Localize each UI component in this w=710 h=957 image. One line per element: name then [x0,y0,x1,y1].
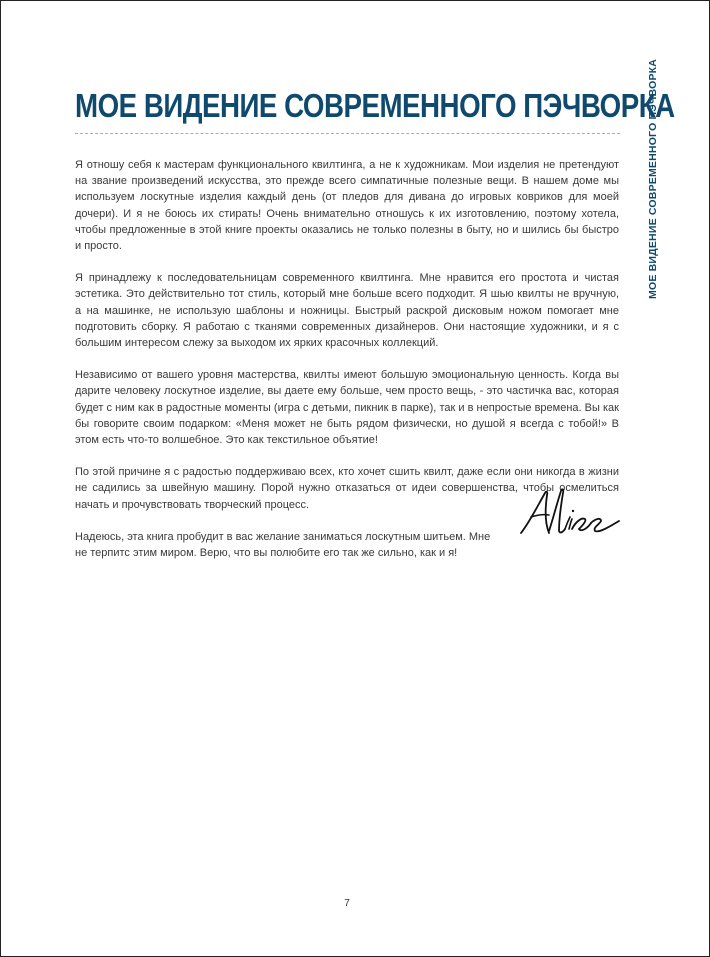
page-number: 7 [344,898,350,909]
paragraph: Я отношу себя к мастерам функционального квилтинга, а не к художникам. Мои изделия не претендуют на звание произведений искусства, это прежде всего симпатичные полезные вещи. В нашем доме мы используем лоскутные изделия каждый день (от пледов для дивана до игровых ковриков для моей дочери). И я не боюсь их стирать! Очень внимательно отношусь к их изготовлению, поэтому хотела, чтобы предложенные в этой книге проекты оказались не только полезны в быту, но и шились бы быстро и просто. [75,159,619,253]
paragraph: Независимо от вашего уровня мастерства, квилты имеют большую эмоциональную ценность. Когда вы дарите человеку лоскутное изделие, вы даете ему больше, чем просто вещь, - это частичка вас, которая будет с ним как в радостные моменты (игра с детьми, пикник в парке), так и в непростые времена. Вы как бы говорите своим подарком: «Меня может не быть рядом физически, но душой я всегда с тобой!» В этом есть что-то волшебное. Это как текстильное объятие! [75,369,619,447]
paragraph: По этой причине я с радостью поддерживаю всех, кто хочет сшить квилт, даже если они никогда в жизни не садились за швейную машину. Порой нужно отказаться от идеи совершенства, чтобы осмелиться начать и прочувствовать творческий процесс. [75,466,619,511]
paragraph: Я принадлежу к последовательницам современного квилтинга. Мне нравится его простота и чистая эстетика. Это действительно тот стиль, который мне больше всего подходит. Я шью квилты не вручную, а на машинке, не использую шаблоны и ножницы. Быстрый раскрой дисковым ножом помогает мне подготовить сборку. Я работаю с тканями современных дизайнеров. Они настоящие художники, и я с большим интересом слежу за выходом их ярких красочных коллекций. [75,272,619,350]
title-divider [75,133,620,134]
paragraph: Надеюсь, эта книга пробудит в вас желание заниматься лоскутным шитьем. Мне не терпитс этим миром. Верю, что вы полюбите его так же сильно, как и я! [75,530,491,560]
handwritten-signature [515,483,625,545]
page-title: МОЕ ВИДЕНИЕ СОВРЕМЕННОГО ПЭЧВОРКА [75,87,675,124]
side-running-header: МОЕ ВИДЕНИЕ СОВРЕМЕННОГО ПЭЧВОРКА [647,58,659,299]
